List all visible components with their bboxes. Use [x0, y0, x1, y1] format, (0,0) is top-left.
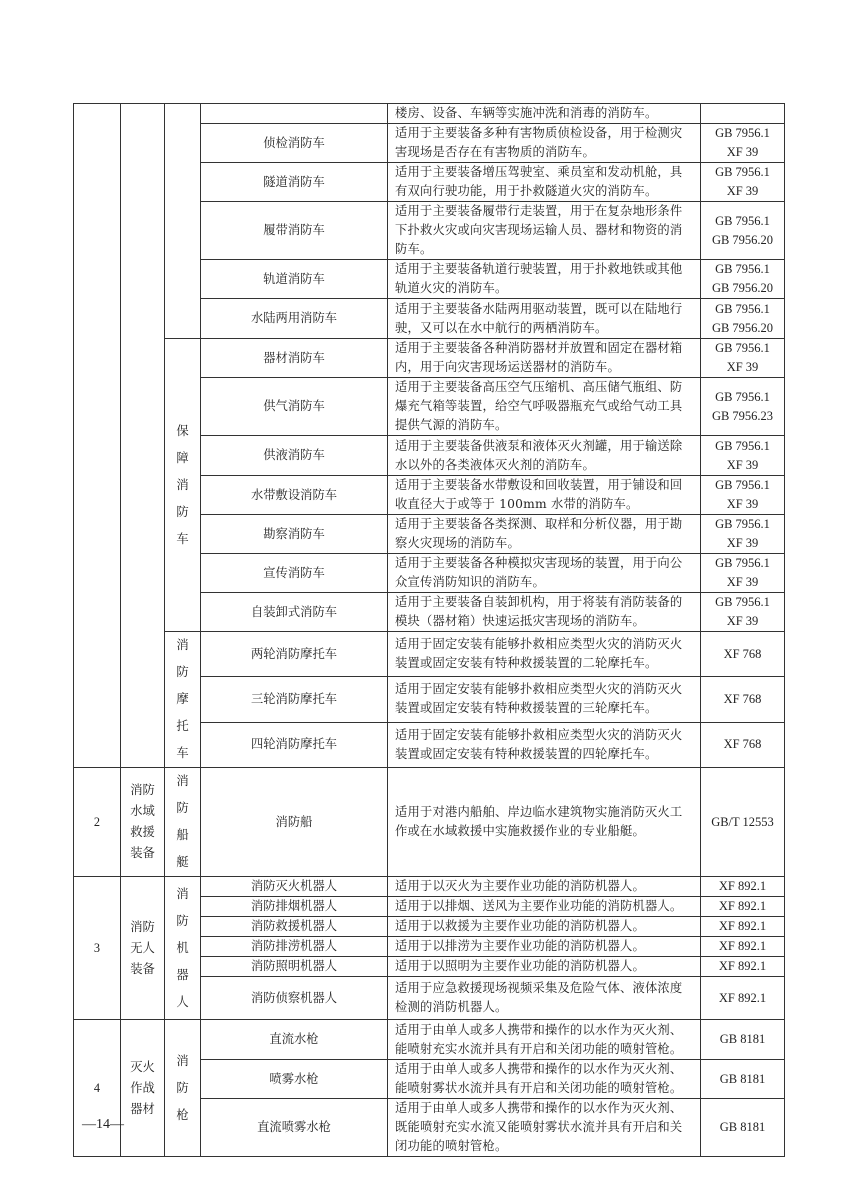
equipment-description: 适用于主要装备多种有害物质侦检设备，用于检测灾害现场是否存在有害物质的消防车。: [388, 124, 701, 163]
category-number: [74, 877, 121, 1020]
equipment-name: 消防排烟机器人: [201, 897, 388, 917]
category-name-label: 灭火作战器材: [130, 1059, 155, 1116]
standard-code: GB 7956.1 XF 39: [701, 339, 785, 378]
equipment-name: 喷雾水枪: [201, 1060, 388, 1099]
equipment-description: 适用于主要装备轨道行驶装置，用于扑救地铁或其他轨道火灾的消防车。: [388, 260, 701, 299]
standard-code: GB 7956.1 XF 39: [701, 554, 785, 593]
equipment-name: 器材消防车: [201, 339, 388, 378]
equipment-name: 侦检消防车: [201, 124, 388, 163]
table-row: [74, 632, 785, 677]
standard-code: GB 7956.1 GB 7956.20: [701, 299, 785, 339]
equipment-description: 适用于以排烟、送风为主要作业功能的消防机器人。: [388, 897, 701, 917]
subcategory-name: [165, 104, 201, 339]
equipment-description: 适用于主要装备自装卸机构，用于将装有消防装备的模块（器材箱）快速运抵灾害现场的消防车。: [388, 593, 701, 632]
equipment-name: 供液消防车: [201, 436, 388, 476]
standard-code: GB 7956.1 XF 39: [701, 476, 785, 515]
equipment-name: 直流水枪: [201, 1020, 388, 1060]
equipment-description: 适用于固定安装有能够扑救相应类型火灾的消防灭火装置或固定安装有特种救援装置的三轮摩托车。: [388, 677, 701, 722]
standard-code: GB 7956.1 XF 39: [701, 163, 785, 202]
equipment-description: 适用于对港内船舶、岸边临水建筑物实施消防灭火工作或在水域救援中实施救援作业的专业船艇。: [388, 768, 701, 877]
equipment-description: 适用于以照明为主要作业功能的消防机器人。: [388, 957, 701, 977]
subcategory-name: [165, 877, 201, 1020]
equipment-description: 适用于以灭火为主要作业功能的消防机器人。: [388, 877, 701, 897]
equipment-description: 适用于主要装备增压驾驶室、乘员室和发动机舱，具有双向行驶功能，用于扑救隧道火灾的消防车。: [388, 163, 701, 202]
subcategory-name-label: 消防枪: [176, 1053, 189, 1122]
standard-code: GB 8181: [701, 1020, 785, 1060]
equipment-name: 供气消防车: [201, 378, 388, 436]
equipment-name: 隧道消防车: [201, 163, 388, 202]
subcategory-name: [165, 768, 201, 877]
standard-code: XF 768: [701, 677, 785, 722]
equipment-name: 消防船: [201, 768, 388, 877]
equipment-name: 消防救援机器人: [201, 917, 388, 937]
category-name: [121, 1020, 165, 1157]
subcategory-name-label: 消防机器人: [176, 886, 189, 1009]
table-row: [74, 768, 785, 877]
equipment-name: 消防排涝机器人: [201, 937, 388, 957]
category-name: [121, 877, 165, 1020]
equipment-name: 消防照明机器人: [201, 957, 388, 977]
standard-code: GB 7956.1 XF 39: [701, 593, 785, 632]
equipment-description: 适用于主要装备各种模拟灾害现场的装置，用于向公众宣传消防知识的消防车。: [388, 554, 701, 593]
equipment-name: 水带敷设消防车: [201, 476, 388, 515]
equipment-description: 楼房、设备、车辆等实施冲洗和消毒的消防车。: [388, 104, 701, 124]
standard-code: GB 8181: [701, 1060, 785, 1099]
category-number-label: 4: [93, 1080, 101, 1095]
subcategory-name: [165, 1020, 201, 1157]
category-number: [74, 768, 121, 877]
category-number-label: 3: [93, 940, 101, 955]
equipment-name: 宣传消防车: [201, 554, 388, 593]
equipment-name: 自装卸式消防车: [201, 593, 388, 632]
standard-code: GB 7956.1 GB 7956.20: [701, 260, 785, 299]
equipment-name: 水陆两用消防车: [201, 299, 388, 339]
subcategory-name: [165, 632, 201, 768]
equipment-description: 适用于主要装备各类探测、取样和分析仪器，用于勘察火灾现场的消防车。: [388, 515, 701, 554]
equipment-description: 适用于固定安装有能够扑救相应类型火灾的消防灭火装置或固定安装有特种救援装置的四轮摩托车。: [388, 722, 701, 767]
equipment-name: 直流喷雾水枪: [201, 1099, 388, 1157]
table-row: [74, 339, 785, 378]
equipment-name: 消防侦察机器人: [201, 977, 388, 1020]
table-row: [74, 104, 785, 124]
equipment-name: 轨道消防车: [201, 260, 388, 299]
equipment-name: 消防灭火机器人: [201, 877, 388, 897]
equipment-description: 适用于固定安装有能够扑救相应类型火灾的消防灭火装置或固定安装有特种救援装置的二轮摩托车。: [388, 632, 701, 677]
standard-code: XF 892.1: [701, 977, 785, 1020]
standard-code: GB 7956.1 XF 39: [701, 515, 785, 554]
equipment-table: [73, 103, 785, 1157]
category-number: [74, 104, 121, 768]
standard-code: XF 892.1: [701, 937, 785, 957]
equipment-name: 三轮消防摩托车: [201, 677, 388, 722]
equipment-description: 适用于主要装备高压空气压缩机、高压储气瓶组、防爆充气箱等装置，给空气呼吸器瓶充气或给气动工具提供气源的消防车。: [388, 378, 701, 436]
standard-code: XF 892.1: [701, 877, 785, 897]
equipment-description: 适用于由单人或多人携带和操作的以水作为灭火剂、能喷射充实水流并具有开启和关闭功能的喷射管枪。: [388, 1020, 701, 1060]
equipment-description: 适用于应急救援现场视频采集及危险气体、液体浓度检测的消防机器人。: [388, 977, 701, 1020]
page-number: —14—: [82, 1117, 124, 1132]
equipment-name: [201, 104, 388, 124]
category-number: [74, 1020, 121, 1157]
subcategory-name-label: 消防船艇: [176, 774, 189, 869]
equipment-name: 四轮消防摩托车: [201, 722, 388, 767]
standard-code: XF 768: [701, 632, 785, 677]
equipment-name: 勘察消防车: [201, 515, 388, 554]
equipment-description: 适用于以救援为主要作业功能的消防机器人。: [388, 917, 701, 937]
category-name: [121, 768, 165, 877]
standard-code: GB 7956.1 XF 39: [701, 436, 785, 476]
subcategory-name: [165, 339, 201, 632]
subcategory-name-label: 消防摩托车: [176, 638, 189, 760]
standard-code: XF 892.1: [701, 917, 785, 937]
equipment-name: 履带消防车: [201, 202, 388, 260]
standard-code: XF 892.1: [701, 897, 785, 917]
category-name-label: 消防水域救援装备: [130, 783, 155, 860]
subcategory-name-label: 保障消防车: [176, 423, 189, 546]
equipment-description: 适用于主要装备履带行走装置，用于在复杂地形条件下扑救火灾或向灾害现场运输人员、器材和物资的消防车。: [388, 202, 701, 260]
equipment-description: 适用于主要装备各种消防器材并放置和固定在器材箱内，用于向灾害现场运送器材的消防车。: [388, 339, 701, 378]
standard-code: XF 892.1: [701, 957, 785, 977]
standard-code: GB/T 12553: [701, 768, 785, 877]
equipment-description: 适用于主要装备水带敷设和回收装置，用于铺设和回收直径大于或等于 100mm 水带的消防车。: [388, 476, 701, 515]
category-name-label: 消防无人装备: [130, 919, 155, 976]
standard-code: XF 768: [701, 722, 785, 767]
equipment-description: 适用于以排涝为主要作业功能的消防机器人。: [388, 937, 701, 957]
table-row: [74, 877, 785, 897]
equipment-description: 适用于由单人或多人携带和操作的以水作为灭火剂、既能喷射充实水流又能喷射雾状水流并具有开启和关闭功能的喷射管枪。: [388, 1099, 701, 1157]
equipment-description: 适用于主要装备水陆两用驱动装置，既可以在陆地行驶，又可以在水中航行的两栖消防车。: [388, 299, 701, 339]
standard-code: GB 8181: [701, 1099, 785, 1157]
standard-code: [701, 104, 785, 124]
equipment-name: 两轮消防摩托车: [201, 632, 388, 677]
category-number-label: 2: [93, 814, 101, 829]
equipment-description: 适用于由单人或多人携带和操作的以水作为灭火剂、能喷射雾状水流并具有开启和关闭功能的喷射管枪。: [388, 1060, 701, 1099]
category-name: [121, 104, 165, 768]
standard-code: GB 7956.1 GB 7956.20: [701, 202, 785, 260]
table-row: [74, 1020, 785, 1060]
standard-code: GB 7956.1 GB 7956.23: [701, 378, 785, 436]
equipment-description: 适用于主要装备供液泵和液体灭火剂罐，用于输送除水以外的各类液体灭火剂的消防车。: [388, 436, 701, 476]
standard-code: GB 7956.1 XF 39: [701, 124, 785, 163]
